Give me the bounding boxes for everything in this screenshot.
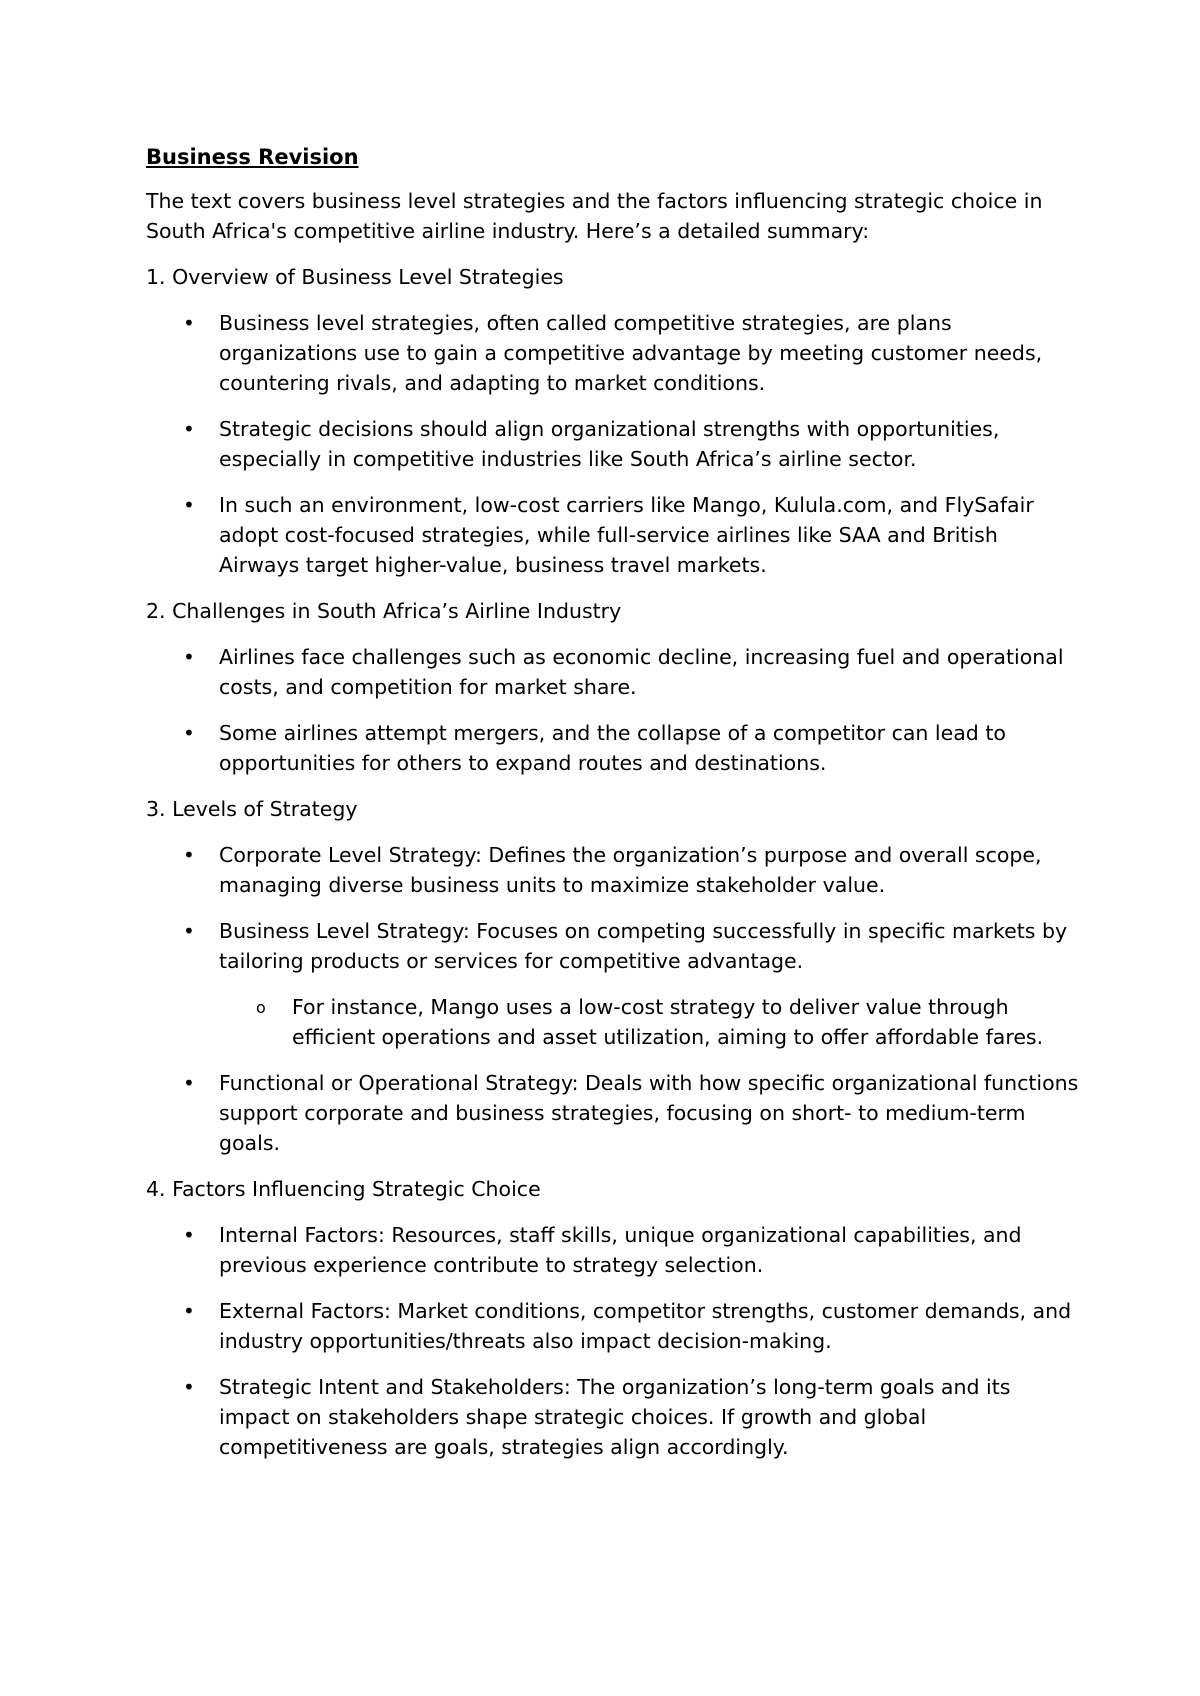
list-item	[146, 1296, 1080, 1356]
section-heading: 3. Levels of Strategy	[146, 797, 358, 821]
list-item-text: Strategic decisions should align organizational strengths with opportunities, especially in competitive industries like South Africa’s airline sector.	[219, 417, 1000, 471]
section-challenges	[146, 596, 1080, 778]
bullet-icon: •	[183, 417, 195, 441]
bullet-icon: •	[183, 493, 195, 517]
bullet-list	[146, 840, 1080, 1158]
bullet-icon: •	[183, 311, 195, 335]
bullet-icon: •	[183, 1375, 195, 1399]
section-factors	[146, 1174, 1080, 1462]
list-item-text: External Factors: Market conditions, competitor strengths, customer demands, and industry opportunities/threats also impact decision-making.	[219, 1299, 1072, 1353]
list-item	[146, 1372, 1080, 1462]
list-item	[146, 840, 1080, 900]
bullet-icon: •	[183, 1071, 195, 1095]
bullet-icon: •	[183, 843, 195, 867]
section-heading: 1. Overview of Business Level Strategies	[146, 265, 564, 289]
list-item-text: Corporate Level Strategy: Defines the organization’s purpose and overall scope, managing diverse business units to maximize stakeholder value.	[219, 843, 1042, 897]
list-item-text: Airlines face challenges such as economic decline, increasing fuel and operational costs, and competition for market share.	[219, 645, 1064, 699]
bullet-icon: •	[183, 1299, 195, 1323]
section-levels	[146, 794, 1080, 1158]
list-item-text: In such an environment, low-cost carriers like Mango, Kulula.com, and FlySafair adopt cost-focused strategies, while full-service airlines like SAA and British Airways target higher-value, business travel markets.	[219, 493, 1034, 577]
sub-bullet-icon: o	[256, 998, 266, 1017]
list-item-text: Functional or Operational Strategy: Deals with how specific organizational functions support corporate and business strategies, focusing on short- to medium-term goals.	[219, 1071, 1079, 1155]
list-item-text: Internal Factors: Resources, staff skills, unique organizational capabilities, and previous experience contribute to strategy selection.	[219, 1223, 1022, 1277]
list-item	[146, 1220, 1080, 1280]
bullet-icon: •	[183, 645, 195, 669]
bullet-list	[146, 308, 1080, 580]
list-item	[146, 916, 1080, 1052]
list-item	[146, 642, 1080, 702]
section-heading: 4. Factors Influencing Strategic Choice	[146, 1177, 541, 1201]
list-item	[146, 718, 1080, 778]
sub-bullet-list	[219, 992, 1080, 1052]
list-item-text: Business Level Strategy: Focuses on competing successfully in specific markets by tailoring products or services for competitive advantage.	[219, 919, 1068, 973]
intro-paragraph: The text covers business level strategies and the factors influencing strategic choice in South Africa's competitive airline industry. Here’s a detailed summary:	[146, 189, 1043, 243]
bullet-icon: •	[183, 1223, 195, 1247]
document-title: Business Revision	[146, 145, 359, 169]
list-item	[146, 490, 1080, 580]
bullet-list	[146, 1220, 1080, 1462]
list-item-text: Business level strategies, often called competitive strategies, are plans organizations use to gain a competitive advantage by meeting customer needs, countering rivals, and adapting to market conditions.	[219, 311, 1043, 395]
section-overview	[146, 262, 1080, 580]
bullet-icon: •	[183, 721, 195, 745]
bullet-icon: •	[183, 919, 195, 943]
list-item	[146, 1068, 1080, 1158]
list-item	[146, 414, 1080, 474]
bullet-list	[146, 642, 1080, 778]
sub-list-item	[219, 992, 1080, 1052]
list-item-text: Strategic Intent and Stakeholders: The organization’s long-term goals and its impact on stakeholders shape strategic choices. If growth and global competitiveness are goals, strategies align accordingly.	[219, 1375, 1011, 1459]
list-item	[146, 308, 1080, 398]
sub-list-item-text: For instance, Mango uses a low-cost strategy to deliver value through efficient operations and asset utilization, aiming to offer affordable fares.	[292, 995, 1044, 1049]
list-item-text: Some airlines attempt mergers, and the collapse of a competitor can lead to opportunities for others to expand routes and destinations.	[219, 721, 1006, 775]
section-heading: 2. Challenges in South Africa’s Airline Industry	[146, 599, 622, 623]
